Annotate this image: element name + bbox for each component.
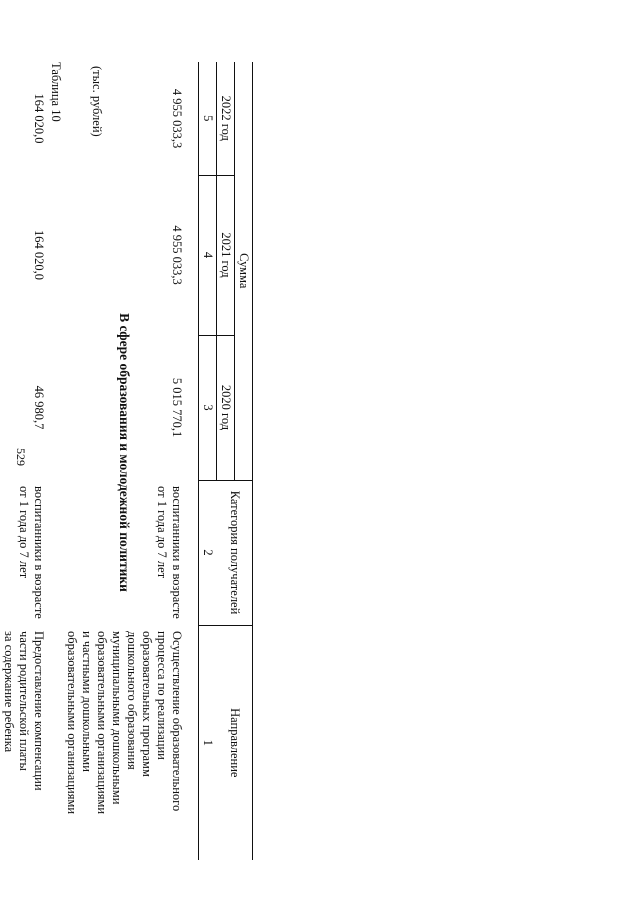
table-row <box>0 62 60 860</box>
direction-line: дошкольного образования <box>125 631 139 770</box>
amount-2021: 164 020,0 <box>32 230 46 281</box>
direction-line: и частными дошкольными <box>80 631 94 772</box>
units-label: (тыс. рублей) <box>90 66 104 137</box>
header-year-2021: 2021 год <box>217 175 235 335</box>
category-cell <box>60 480 199 625</box>
table-row <box>60 62 199 860</box>
category-line: от 1 года до 7 лет <box>155 486 169 579</box>
direction-line: части родительской платы <box>17 631 31 771</box>
table-label: Таблица 10 <box>49 62 63 122</box>
column-number-row <box>199 62 217 860</box>
header-year-2022: 2022 год <box>217 62 235 175</box>
data-table <box>0 62 253 860</box>
column-number: 5 <box>199 62 217 175</box>
amount-2020: 5 015 770,1 <box>170 377 184 438</box>
header-year-2020: 2020 год <box>217 335 235 480</box>
header-row-1 <box>235 62 253 860</box>
direction-line: муниципальными дошкольными <box>110 631 124 805</box>
amount-2022: 164 020,0 <box>32 93 46 144</box>
direction-line: образовательными организациями <box>65 631 79 815</box>
page-number: 529 <box>14 448 28 466</box>
category-cell <box>0 480 60 625</box>
direction-cell <box>0 625 60 860</box>
amount-2021: 4 955 033,3 <box>170 225 184 285</box>
column-number: 2 <box>199 480 217 625</box>
direction-line <box>0 631 1 854</box>
header-sum: Сумма <box>235 62 253 480</box>
category-line: воспитанники в возрасте <box>32 486 46 619</box>
header-direction: Направление <box>217 625 253 860</box>
amount-2020: 46 980,7 <box>32 385 46 430</box>
direction-line: образовательными организациями <box>95 631 109 815</box>
direction-line: Осуществление образовательного <box>170 631 184 812</box>
category-line: воспитанники в возрасте <box>170 486 184 619</box>
direction-line: Предоставление компенсации <box>32 631 46 791</box>
column-number: 4 <box>199 175 217 335</box>
direction-line: образовательных программ <box>140 631 154 777</box>
direction-cell <box>60 625 199 860</box>
amount-2022: 4 955 033,3 <box>170 88 184 149</box>
direction-line: за содержание ребенка <box>2 631 16 753</box>
column-number: 3 <box>199 335 217 480</box>
category-line: от 1 года до 7 лет <box>17 486 31 579</box>
header-category: Категория получателей <box>217 480 253 625</box>
direction-line: процесса по реализации <box>155 631 169 760</box>
section-title: В сфере образования и молодежной политики <box>117 313 132 592</box>
column-number: 1 <box>199 625 217 860</box>
